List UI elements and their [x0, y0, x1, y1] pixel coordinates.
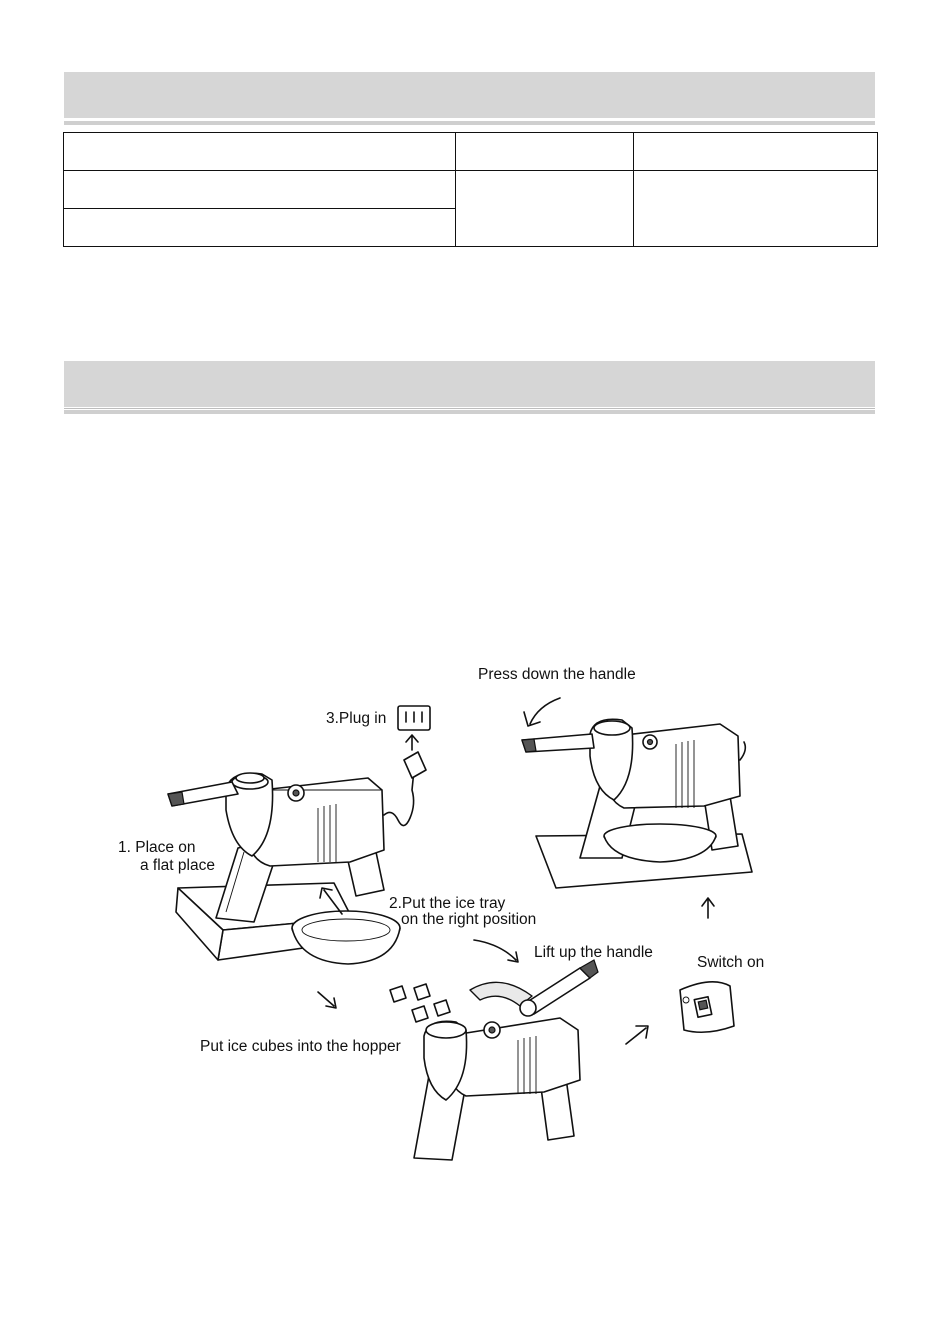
- section-heading-bar: [64, 361, 875, 407]
- label-put-ice-cubes: Put ice cubes into the hopper: [200, 1038, 401, 1055]
- label-press-down-handle: Press down the handle: [478, 666, 636, 683]
- arrow-down-right-icon: [318, 992, 336, 1008]
- machine-press-down-drawing: [522, 719, 752, 888]
- table-row: [64, 133, 878, 171]
- table-cell-merged: [456, 171, 634, 247]
- table-row: [64, 171, 878, 209]
- ice-tray-drawing: [292, 911, 400, 964]
- label-plug-in: 3.Plug in: [326, 710, 387, 727]
- curved-arrow-down-icon: [524, 698, 560, 726]
- section-heading-underline: [64, 410, 875, 414]
- table-cell-merged: [634, 171, 878, 247]
- machine-lift-handle-drawing: [414, 960, 598, 1160]
- label-place-on: 1. Place on: [118, 839, 196, 856]
- label-lift-up-handle: Lift up the handle: [534, 944, 653, 961]
- label-right-position: on the right position: [401, 911, 537, 928]
- switch-detail-drawing: [680, 982, 734, 1032]
- arrow-up-right-icon: [626, 1026, 648, 1044]
- table-cell: [64, 133, 456, 171]
- ice-cubes-drawing: [390, 984, 450, 1022]
- label-put-ice-tray: 2.Put the ice tray: [389, 895, 506, 912]
- arrow-up-icon: [702, 898, 714, 918]
- section-heading-underline: [64, 408, 875, 409]
- table-cell: [456, 133, 634, 171]
- power-outlet-icon: [398, 706, 430, 730]
- table-cell: [64, 209, 456, 247]
- table-cell: [64, 171, 456, 209]
- arrow-up-icon: [406, 735, 418, 750]
- label-switch-on: Switch on: [697, 954, 765, 971]
- operation-illustration: [0, 640, 932, 1180]
- section-heading-bar: [64, 72, 875, 118]
- label-flat-place: a flat place: [140, 857, 215, 874]
- specification-table: [63, 132, 878, 247]
- section-heading-underline: [64, 121, 875, 125]
- curved-arrow-right-icon: [474, 940, 518, 962]
- table-cell: [634, 133, 878, 171]
